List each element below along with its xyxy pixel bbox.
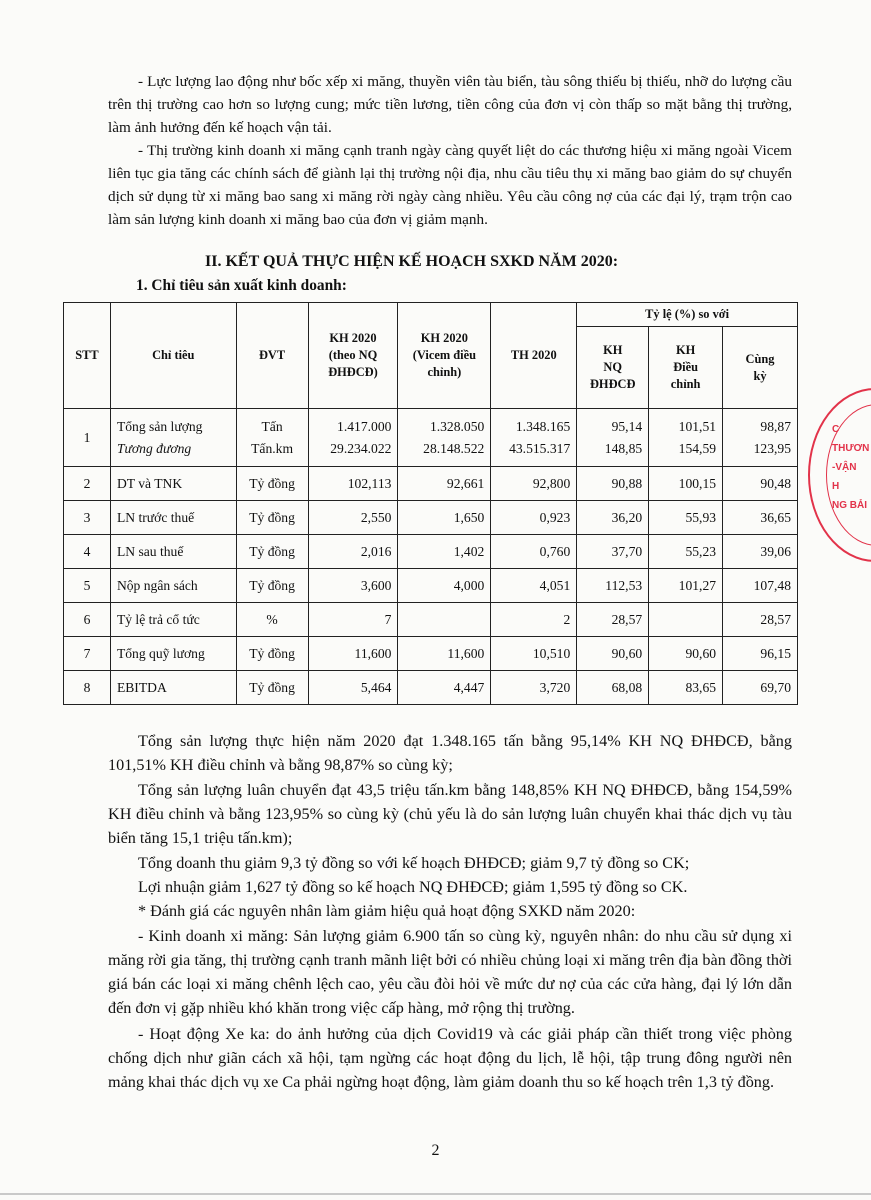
cell-dvt: Tỷ đồng (236, 501, 308, 535)
cell-kh-nq: 11,600 (308, 637, 398, 671)
table-row (64, 569, 798, 603)
header-ty-le: Tỷ lệ (%) so với (577, 303, 798, 327)
cell-kh-vicem: 92,661 (398, 467, 491, 501)
cell-th: 1.348.165 43.515.317 (491, 409, 577, 467)
table-row (64, 535, 798, 569)
header-dvt: ĐVT (236, 303, 308, 409)
table-header-row (64, 303, 798, 327)
production-indicators-table (63, 302, 798, 705)
cell-stt: 1 (64, 409, 111, 467)
cell-ratio-cung-ky: 96,15 (723, 637, 798, 671)
cell-kh-vicem: 11,600 (398, 637, 491, 671)
cell-ratio-kh-nq: 90,60 (577, 637, 649, 671)
cell-th: 2 (491, 603, 577, 637)
cell-chi-tieu: DT và TNK (110, 467, 236, 501)
cell-ratio-cung-ky: 28,57 (723, 603, 798, 637)
seal-text-line: THƯƠN (832, 443, 870, 454)
seal-text-line: NG BẢI (832, 500, 867, 511)
page-number: 2 (431, 1142, 440, 1159)
cell-ratio-kh-nq: 112,53 (577, 569, 649, 603)
seal-text-line: -VẬN (832, 462, 857, 473)
table-row (64, 409, 798, 467)
cell-th: 3,720 (491, 671, 577, 705)
cell-chi-tieu: Tỷ lệ trả cổ tức (110, 603, 236, 637)
paragraph-causes-intro: * Đánh giá các nguyên nhân làm giảm hiệu quả hoạt động SXKD năm 2020: (138, 902, 636, 920)
cell-kh-vicem: 1,650 (398, 501, 491, 535)
cell-stt: 8 (64, 671, 111, 705)
table-row (64, 467, 798, 501)
cell-th: 4,051 (491, 569, 577, 603)
paragraph-total-output: Tổng sản lượng thực hiện năm 2020 đạt 1.348.165 tấn bằng 95,14% KH NQ ĐHĐCĐ, bằng 101,51% KH điều chỉnh và bằng 98,87% so cùng kỳ; (108, 732, 792, 774)
cell-ratio-cung-ky: 39,06 (723, 535, 798, 569)
cell-ratio-kh-dc: 55,23 (649, 535, 723, 569)
cell-dvt: Tỷ đồng (236, 671, 308, 705)
cell-th: 0,923 (491, 501, 577, 535)
cell-stt: 7 (64, 637, 111, 671)
cell-chi-tieu: LN sau thuế (110, 535, 236, 569)
paragraph-rotation: Tổng sản lượng luân chuyển đạt 43,5 triệu tấn.km bằng 148,85% KH NQ ĐHĐCĐ, bằng 154,59% KH điều chỉnh và bằng 123,95% so cùng kỳ (chủ yếu là do sản lượng luân chuyển khai thác dịch vụ tàu biển tăng 15,1 triệu tấn.km); (108, 781, 792, 847)
cell-chi-tieu: LN trước thuế (110, 501, 236, 535)
cell-chi-tieu: Tổng quỹ lương (110, 637, 236, 671)
header-kh-nq: KH 2020 (theo NQ ĐHĐCĐ) (308, 303, 398, 409)
cell-dvt: Tỷ đồng (236, 569, 308, 603)
cell-kh-vicem (398, 603, 491, 637)
cell-chi-tieu: Tổng sản lượng Tương đương (110, 409, 236, 467)
cell-dvt: Tấn Tấn.km (236, 409, 308, 467)
cell-ratio-kh-nq: 36,20 (577, 501, 649, 535)
cell-kh-vicem: 4,000 (398, 569, 491, 603)
cell-kh-nq: 3,600 (308, 569, 398, 603)
cell-dvt: Tỷ đồng (236, 637, 308, 671)
cell-ratio-cung-ky: 107,48 (723, 569, 798, 603)
cell-stt: 6 (64, 603, 111, 637)
seal-text-line: H (832, 481, 840, 492)
table-row (64, 637, 798, 671)
cell-stt: 3 (64, 501, 111, 535)
cell-kh-nq: 5,464 (308, 671, 398, 705)
cell-kh-nq: 102,113 (308, 467, 398, 501)
cell-ratio-kh-dc: 101,51 154,59 (649, 409, 723, 467)
table-row (64, 671, 798, 705)
company-seal-text (832, 420, 869, 515)
cell-ratio-cung-ky: 36,65 (723, 501, 798, 535)
cell-ratio-cung-ky: 98,87 123,95 (723, 409, 798, 467)
cell-ratio-kh-dc: 55,93 (649, 501, 723, 535)
cell-th: 0,760 (491, 535, 577, 569)
cell-ratio-kh-nq: 90,88 (577, 467, 649, 501)
cell-stt: 5 (64, 569, 111, 603)
cell-ratio-kh-dc (649, 603, 723, 637)
cell-ratio-kh-nq: 28,57 (577, 603, 649, 637)
header-ratio-kh-dc: KH Điều chỉnh (649, 327, 723, 409)
cell-kh-nq: 7 (308, 603, 398, 637)
cell-ratio-cung-ky: 69,70 (723, 671, 798, 705)
cell-ratio-kh-nq: 68,08 (577, 671, 649, 705)
header-th: TH 2020 (491, 303, 577, 409)
cell-chi-tieu: Nộp ngân sách (110, 569, 236, 603)
page-bottom-edge (0, 1193, 871, 1195)
subsection-heading: 1. Chỉ tiêu sản xuất kinh doanh: (136, 277, 347, 294)
cell-dvt: Tỷ đồng (236, 535, 308, 569)
cell-ratio-kh-dc: 83,65 (649, 671, 723, 705)
paragraph-labor: - Lực lượng lao động như bốc xếp xi măng, thuyền viên tàu biển, tàu sông thiếu bị thiếu, nhỡ do lượng cầu trên thị trường cao hơn so lượng cung; mức tiền lương, tiền công của đơn vị còn thấp so mặt bằng thị trường, làm ảnh hưởng đến kế hoạch vận tải. (108, 73, 792, 136)
table-row (64, 501, 798, 535)
cell-stt: 2 (64, 467, 111, 501)
cell-dvt: % (236, 603, 308, 637)
seal-text-line: C (832, 424, 840, 435)
cell-kh-nq: 2,016 (308, 535, 398, 569)
cell-th: 92,800 (491, 467, 577, 501)
header-stt: STT (64, 303, 111, 409)
cell-kh-vicem: 1.328.050 28.148.522 (398, 409, 491, 467)
cell-stt: 4 (64, 535, 111, 569)
paragraph-revenue: Tổng doanh thu giảm 9,3 tỷ đồng so với kế hoạch ĐHĐCĐ; giảm 9,7 tỷ đồng so CK; (138, 854, 690, 872)
cell-ratio-kh-dc: 90,60 (649, 637, 723, 671)
paragraph-bus-operation: - Hoạt động Xe ka: do ảnh hưởng của dịch Covid19 và các giải pháp cần thiết trong việc phòng chống dịch như giãn cách xã hội, tạm ngừng các hoạt động du lịch, lễ hội, tập trung đông người nên mảng khai thác dịch vụ xe Ca phải ngừng hoạt động, làm giảm doanh thu so kế hoạch trên 1,3 tỷ đồng. (108, 1025, 792, 1091)
cell-ratio-kh-nq: 95,14 148,85 (577, 409, 649, 467)
paragraph-market: - Thị trường kinh doanh xi măng cạnh tranh ngày càng quyết liệt do các thương hiệu xi măng ngoài Vicem liên tục gia tăng các chính sách để giành lại thị trường nội địa, nhu cầu tiêu thụ xi măng bao giảm do sự chuyển dịch sử dụng từ xi măng bao sang xi măng rời ngày càng nhiều. Yêu cầu công nợ của các đại lý, trạm trộn cao làm sản lượng kinh doanh xi măng bao của đơn vị giảm mạnh. (108, 142, 792, 228)
cell-ratio-kh-dc: 101,27 (649, 569, 723, 603)
header-ratio-cung-ky: Cùng kỳ (723, 327, 798, 409)
cell-chi-tieu: EBITDA (110, 671, 236, 705)
cell-ratio-cung-ky: 90,48 (723, 467, 798, 501)
cell-kh-vicem: 4,447 (398, 671, 491, 705)
header-ratio-kh-nq: KH NQ ĐHĐCĐ (577, 327, 649, 409)
paragraph-cement-business: - Kinh doanh xi măng: Sản lượng giảm 6.900 tấn so cùng kỳ, nguyên nhân: do nhu cầu sử dụng xi măng rời gia tăng, thị trường cạnh tranh mãnh liệt bởi có nhiều chủng loại xi măng trên địa bàn đồng thời giá bán các loại xi măng chênh lệch cao, yêu cầu đòi hỏi về mức dư nợ của các cửa hàng, đại lý lớn dẫn đến đơn vị gặp nhiều khó khăn trong việc cấp hàng, mở rộng thị trường. (108, 927, 792, 1017)
header-chi-tieu: Chỉ tiêu (110, 303, 236, 409)
cell-kh-nq: 2,550 (308, 501, 398, 535)
cell-ratio-kh-dc: 100,15 (649, 467, 723, 501)
section-heading: II. KẾT QUẢ THỰC HIỆN KẾ HOẠCH SXKD NĂM 2020: (205, 253, 619, 270)
cell-kh-vicem: 1,402 (398, 535, 491, 569)
table-row (64, 603, 798, 637)
header-kh-vicem: KH 2020 (Vicem điều chỉnh) (398, 303, 491, 409)
cell-kh-nq: 1.417.000 29.234.022 (308, 409, 398, 467)
paragraph-profit: Lợi nhuận giảm 1,627 tỷ đồng so kế hoạch NQ ĐHĐCĐ; giảm 1,595 tỷ đồng so CK. (138, 878, 688, 896)
cell-dvt: Tỷ đồng (236, 467, 308, 501)
cell-th: 10,510 (491, 637, 577, 671)
cell-ratio-kh-nq: 37,70 (577, 535, 649, 569)
